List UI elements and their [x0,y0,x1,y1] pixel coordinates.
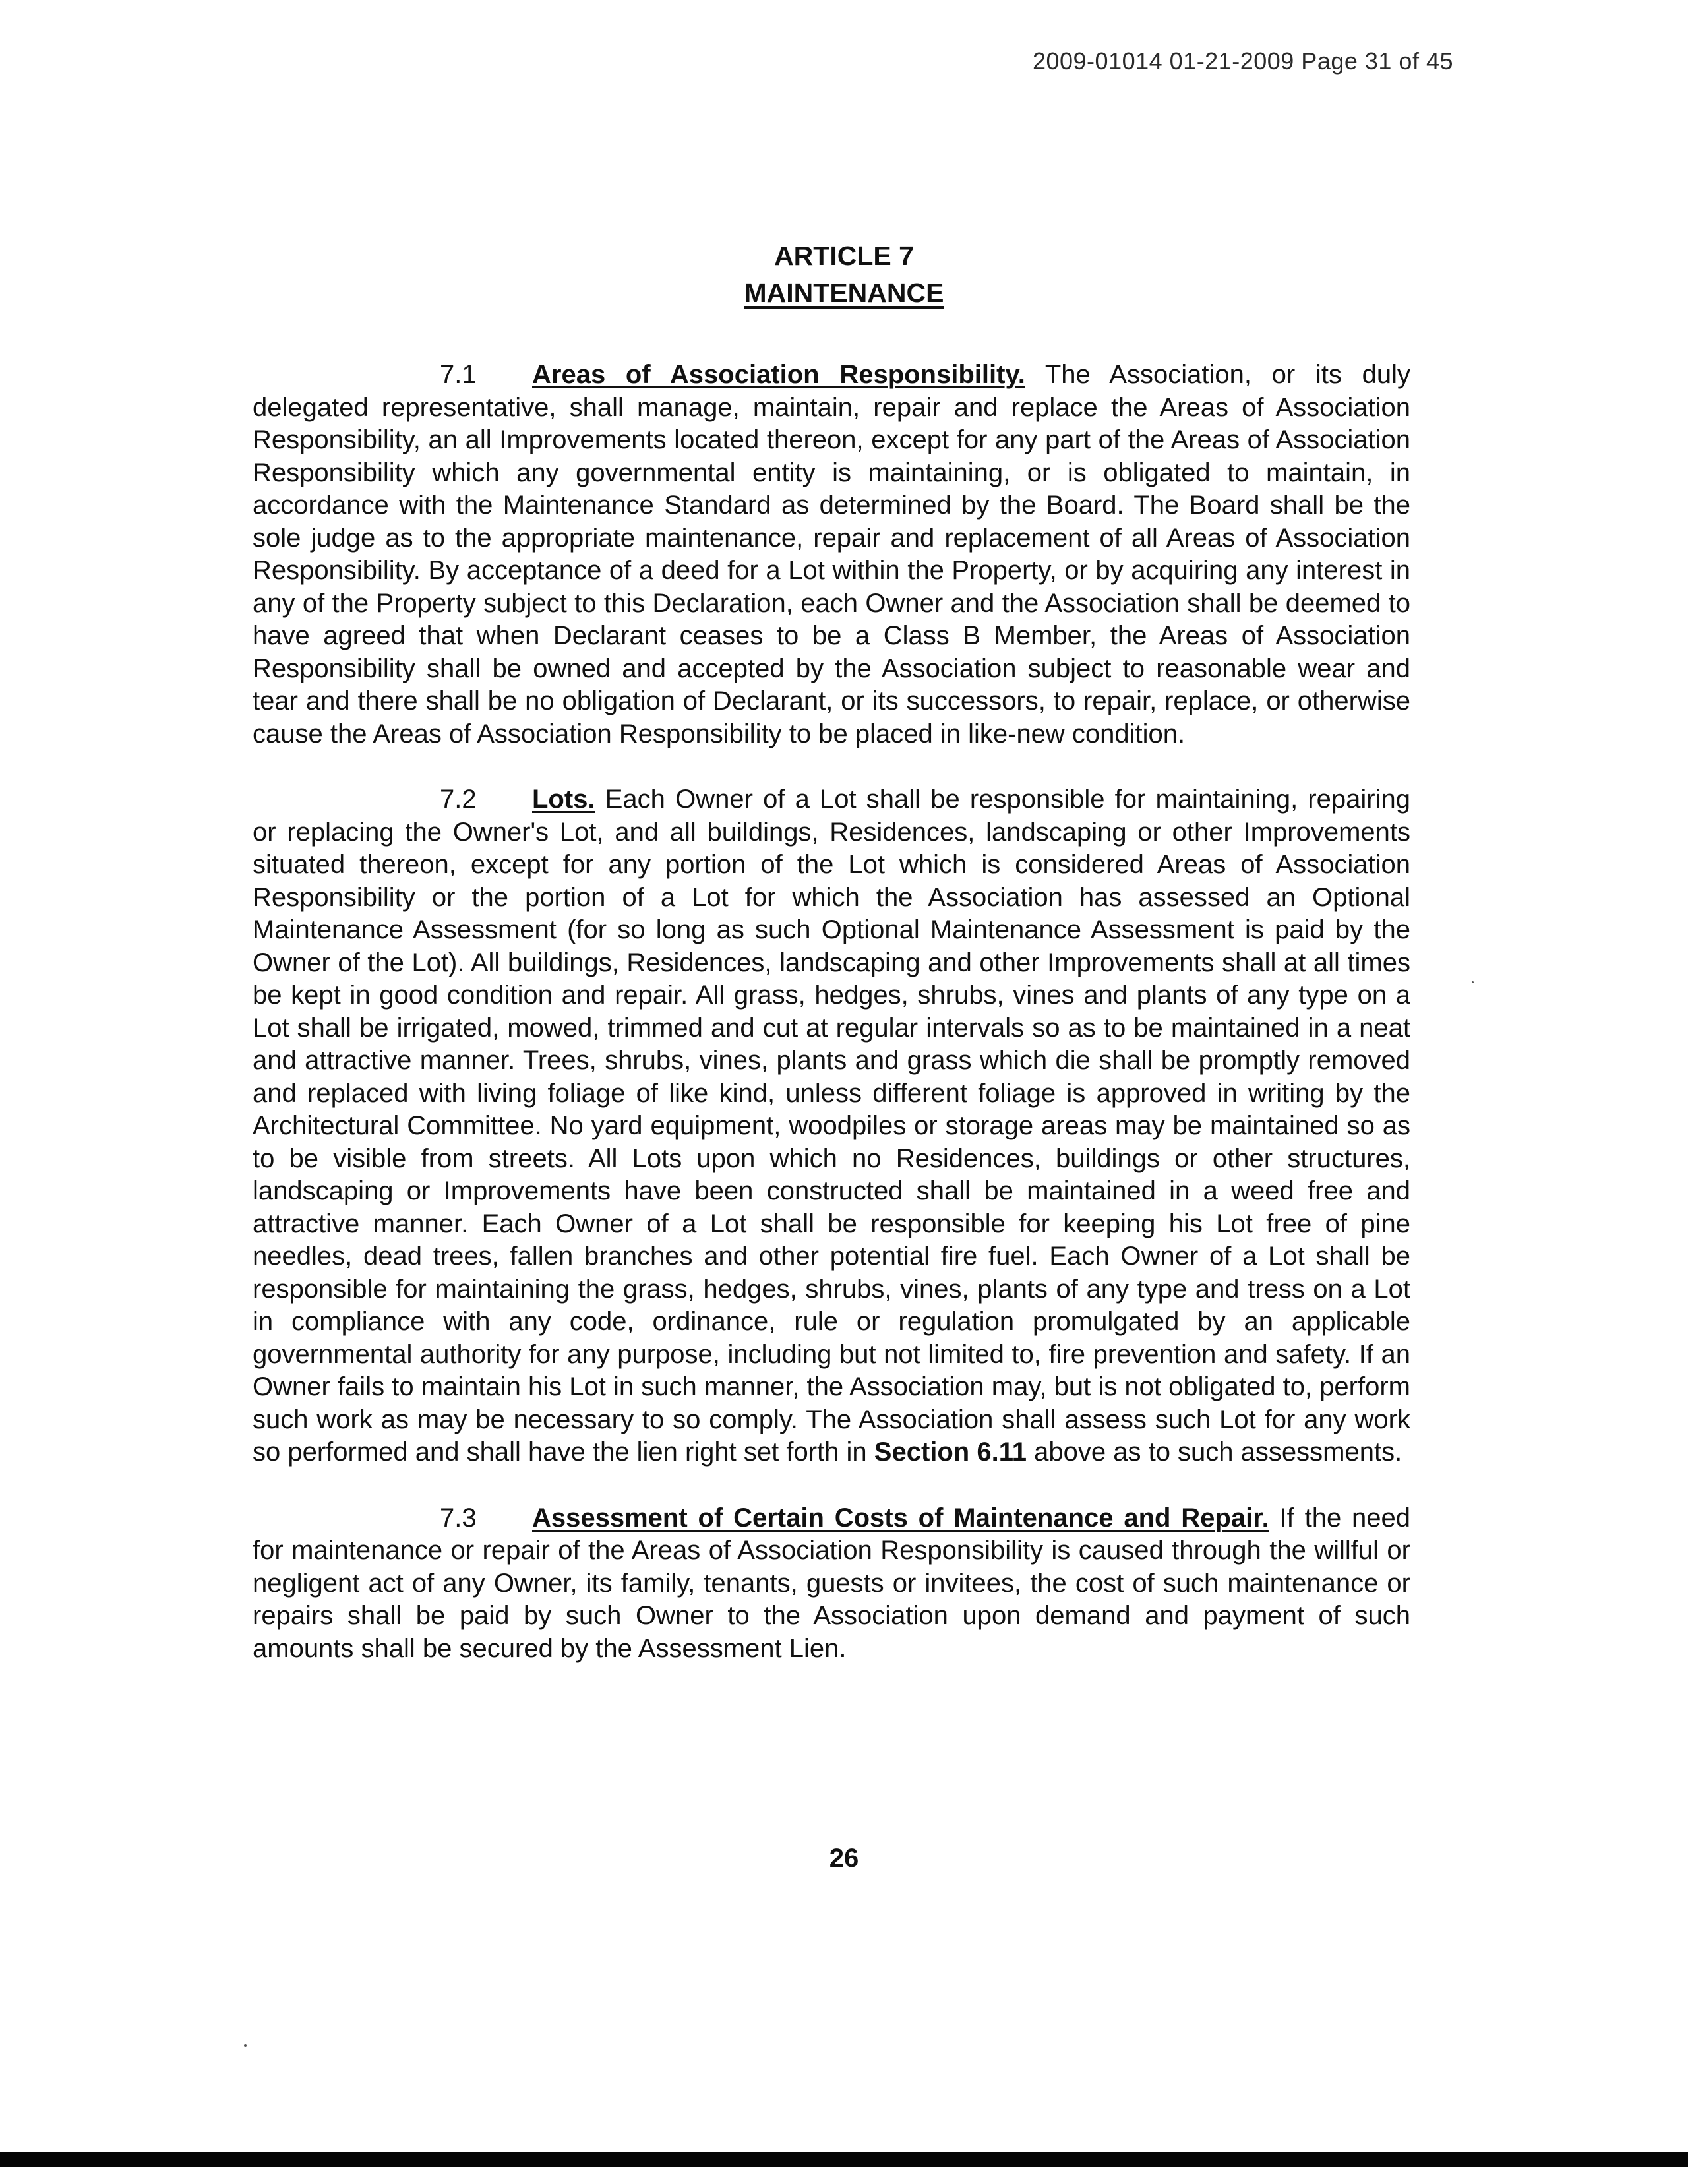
section-text: Each Owner of a Lot shall be responsible for maintaining, repairing or replacing the Owner's Lot, and all buildings, Residences, landscaping or other Improvements situated thereon, except for any portion of the Lot which is considered Areas of Association Responsibility or the portion of a Lot for which the Association has assessed an Optional Maintenance Assessment (for so long as such Optional Maintenance Assessment is paid by the Owner of the Lot). All buildings, Residences, landscaping and other Improvements shall at all times be kept in good condition and repair. All grass, hedges, shrubs, vines and plants of any type on a Lot shall be irrigated, mowed, trimmed and cut at regular intervals so as to be maintained in a neat and attractive manner. Trees, shrubs, vines, plants and grass which die shall be promptly removed and replaced with living foliage of like kind, unless different foliage is approved in writing by the Architectural Committee. No yard equipment, woodpiles or storage areas may be maintained so as to be visible from streets. All Lots upon which no Residences, buildings or other structures, landscaping or Improvements have been constructed shall be maintained in a weed free and attractive manner. Each Owner of a Lot shall be responsible for keeping his Lot free of pine needles, dead trees, fallen branches and other potential fire fuel. Each Owner of a Lot shall be responsible for maintaining the grass, hedges, shrubs, vines, plants of any type and tress on a Lot in compliance with any code, ordinance, rule or regulation promulgated by an applicable governmental authority for any purpose, including but not limited to, fire prevention and safety. If an Owner fails to maintain his Lot in such manner, the Association may, but is not obligated to, perform such work as may be necessary to so comply. The Association shall assess such Lot for any work so performed and shall have the lien right set forth in [253,785,1410,1467]
scan-bottom-border [0,2152,1688,2167]
article-subtitle: MAINTENANCE [744,278,944,308]
section-title: Lots. [532,785,595,814]
scan-speck [1472,981,1474,983]
scan-speck [244,2044,247,2047]
article-title: ARTICLE 7 [774,241,914,271]
section-text: If the need for maintenance or repair of the Areas of Association Responsibility is caused through the willful or negligent act of any Owner, its family, tenants, guests or invitees, the cost of such maintenance or repairs shall be paid by such Owner to the Association upon demand and payment of such amounts shall be secured by the Assessment Lien. [253,1503,1410,1663]
section-number: 7.1 [440,360,477,389]
section-title: Areas of Association Responsibility. [532,360,1025,389]
article-heading [0,237,1688,311]
section-number: 7.3 [440,1503,477,1532]
page-number: 26 [829,1844,859,1873]
section-text-continued: above as to such assessments. [1034,1438,1402,1467]
section-title: Assessment of Certain Costs of Maintenance and Repair. [532,1503,1269,1532]
section-7-2 [253,783,1410,1469]
recording-stamp: 2009-01014 01-21-2009 Page 31 of 45 [1032,47,1453,75]
article-body [253,359,1410,1698]
section-reference: Section 6.11 [874,1438,1027,1467]
section-text: The Association, or its duly delegated representative, shall manage, maintain, repair and replace the Areas of Association Responsibility, an all Improvements located thereon, except for any part of the Areas of Association Responsibility which any governmental entity is maintaining, or is obligated to maintain, in accordance with the Maintenance Standard as determined by the Board. The Board shall be the sole judge as to the appropriate maintenance, repair and replacement of all Areas of Association Responsibility. By acceptance of a deed for a Lot within the Property, or by acquiring any interest in any of the Property subject to this Declaration, each Owner and the Association shall be deemed to have agreed that when Declarant ceases to be a Class B Member, the Areas of Association Responsibility shall be owned and accepted by the Association subject to reasonable wear and tear and there shall be no obligation of Declarant, or its successors, to repair, replace, or otherwise cause the Areas of Association Responsibility to be placed in like-new condition. [253,360,1411,748]
section-number: 7.2 [440,785,477,814]
section-7-1 [253,359,1410,750]
section-7-3 [253,1502,1410,1666]
